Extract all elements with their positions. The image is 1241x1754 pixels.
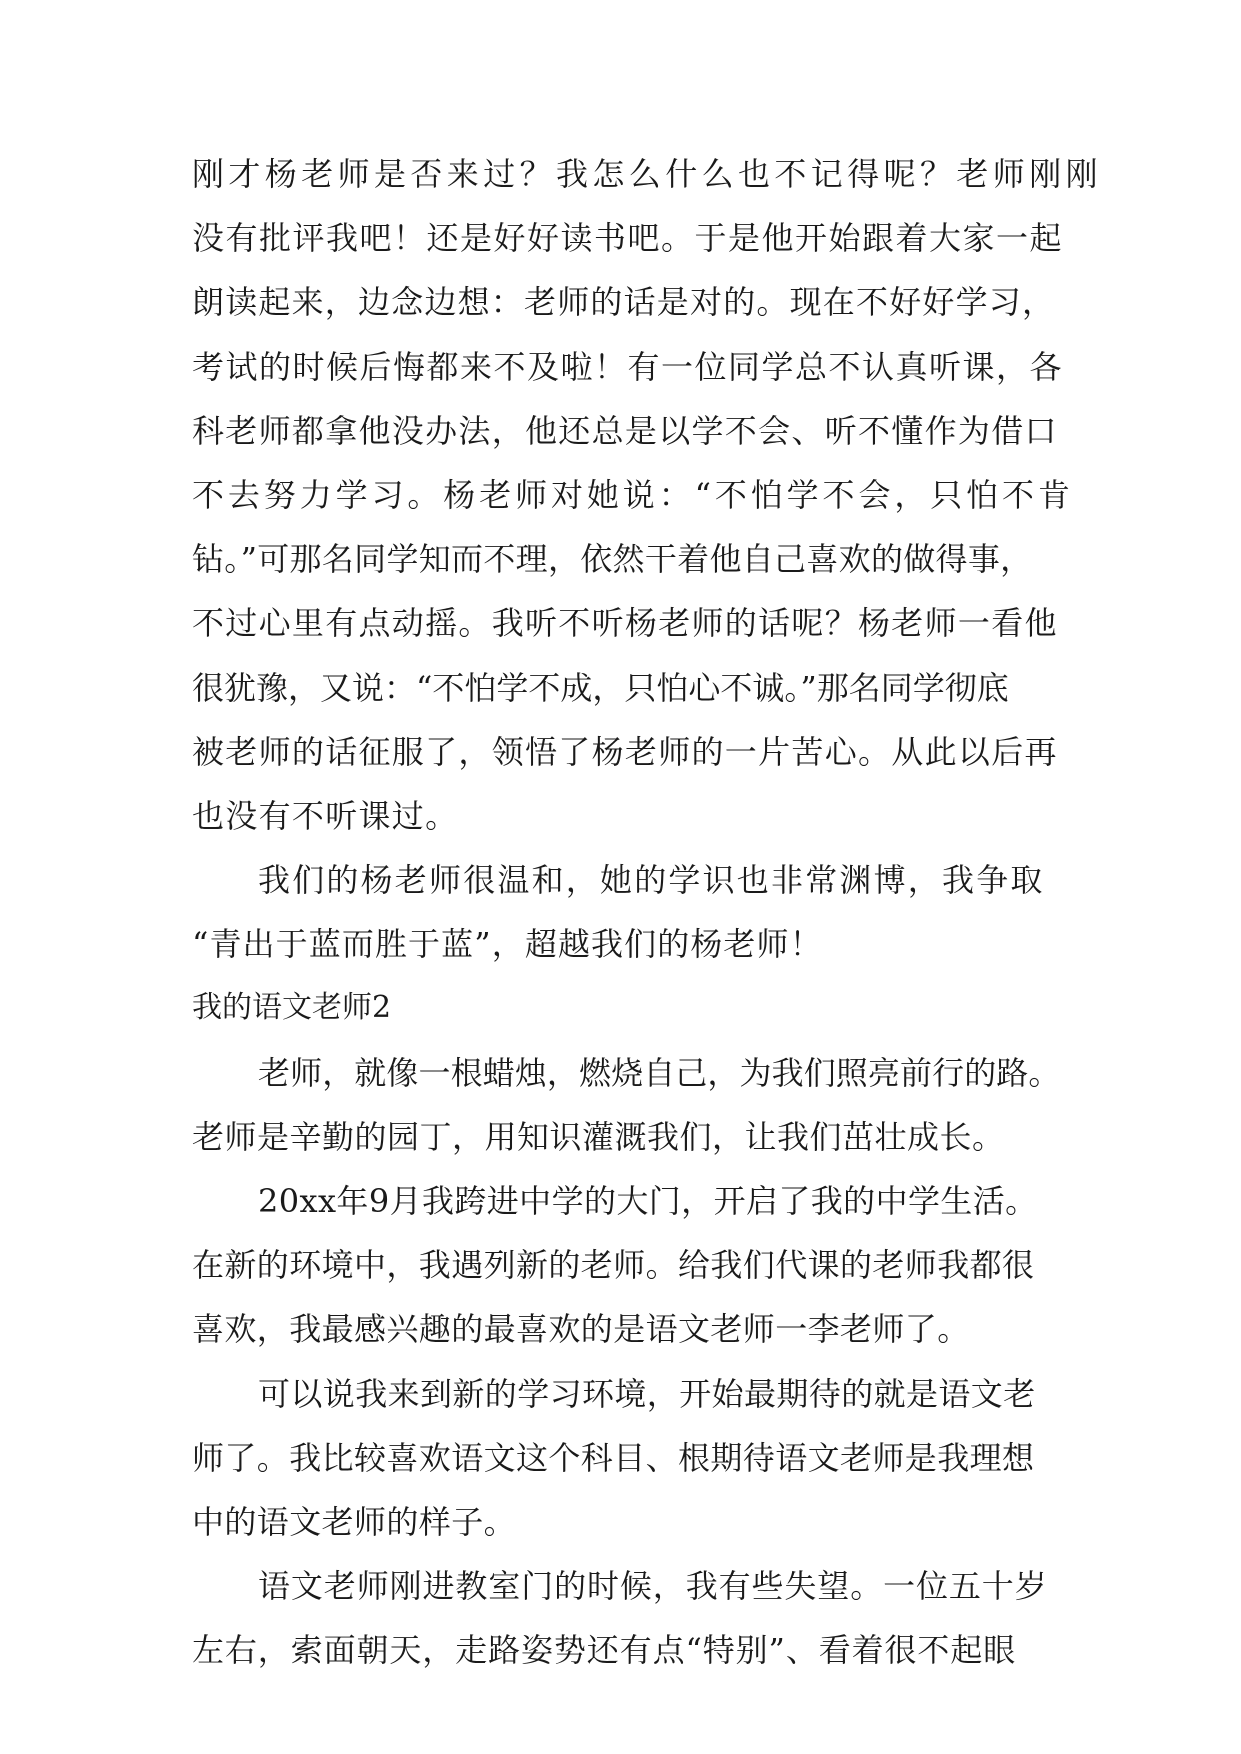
section-heading: 我的语文老师2 (192, 990, 392, 1026)
text-line: 考试的时候后悔都来不及啦！有一位同学总不认真听课，各 (192, 347, 1064, 386)
text-line: 被老师的话征服了，领悟了杨老师的一片苦心。从此以后再 (192, 732, 1058, 771)
text-line: 不过心里有点动摇。我听不听杨老师的话呢？杨老师一看他 (192, 604, 1058, 643)
text-line: 科老师都拿他没办法，他还总是以学不会、听不懂作为借口 (192, 411, 1058, 450)
text-line: 不去努力学习。杨老师对她说：“不怕学不会，只怕不肯 (192, 475, 1074, 514)
text-line: 也没有不听课过。 (192, 796, 459, 835)
text-line: 我们的杨老师很温和，她的学识也非常渊博，我争取 (258, 861, 1045, 900)
text-line: 师了。我比较喜欢语文这个科目、根期待语文老师是我理想 (192, 1438, 1035, 1477)
text-line: 钻。”可那名同学知而不理，依然干着他自己喜欢的做得事， (192, 540, 1033, 579)
text-line: 老师是辛勤的园丁，用知识灌溉我们，让我们茁壮成长。 (192, 1117, 1005, 1156)
text-line: “青出于蓝而胜于蓝”，超越我们的杨老师！ (192, 925, 823, 964)
text-line: 中的语文老师的样子。 (192, 1502, 517, 1541)
text-line: 左右，索面朝天，走路姿势还有点“特别”、看着很不起眼 (192, 1631, 1017, 1670)
text-line: 朗读起来，边念边想：老师的话是对的。现在不好好学习， (192, 283, 1056, 322)
text-line: 喜欢，我最感兴趣的最喜欢的是语文老师一李老师了。 (192, 1310, 970, 1349)
text-line: 20xx年9月我跨进中学的大门，开启了我的中学生活。 (258, 1182, 1038, 1220)
document-body (192, 142, 1103, 1683)
text-line: 没有批评我吧！还是好好读书吧。于是他开始跟着大家一起 (192, 219, 1064, 258)
text-line: 在新的环境中，我遇列新的老师。给我们代课的老师我都很 (192, 1246, 1035, 1285)
text-line: 语文老师刚进教室门的时候，我有些失望。一位五十岁 (258, 1567, 1048, 1606)
text-line: 很犹豫，又说：“不怕学不成，只怕心不诚。”那名同学彻底 (192, 668, 1009, 707)
text-line: 刚才杨老师是否来过？我怎么什么也不记得呢？老师刚刚 (192, 155, 1103, 193)
text-line: 可以说我来到新的学习环境，开始最期待的就是语文老 (258, 1374, 1036, 1413)
text-line: 老师，就像一根蜡烛，燃烧自己，为我们照亮前行的路。 (258, 1053, 1061, 1092)
